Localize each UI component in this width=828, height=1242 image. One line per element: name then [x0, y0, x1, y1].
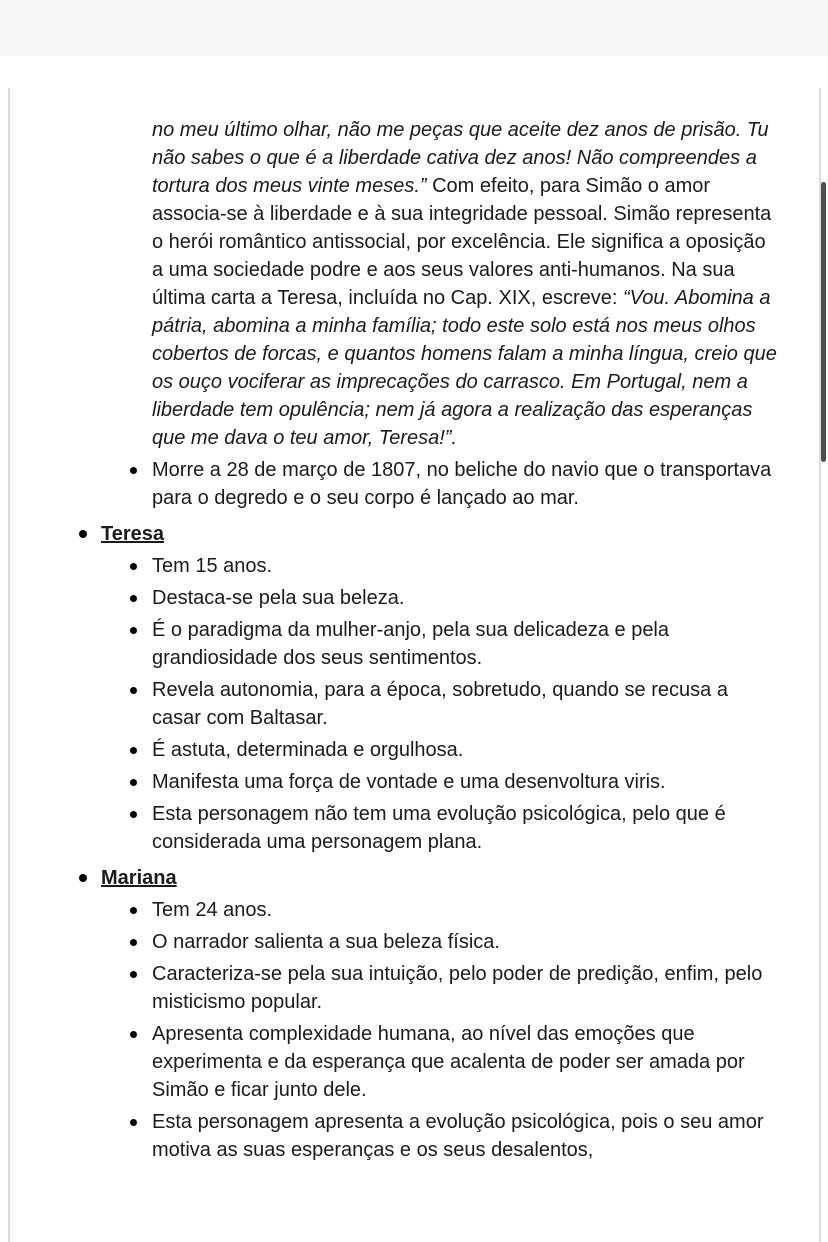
list-item [130, 584, 778, 612]
paragraph-simao [152, 116, 778, 452]
list-item-text: Esta personagem não tem uma evolução psicológica, pelo que é considerada uma personagem plana. [152, 803, 726, 853]
bullet-icon [130, 811, 137, 818]
bullet-icon [130, 1031, 137, 1038]
list-item [130, 896, 778, 924]
bullet-icon [130, 939, 137, 946]
list-item-text: Caracteriza-se pela sua intuição, pelo poder de predição, enfim, pelo misticismo popular. [152, 963, 763, 1013]
list-item-text: Morre a 28 de março de 1807, no beliche do navio que o transportava para o degredo e o seu corpo é lançado ao mar. [152, 459, 772, 509]
list-item-text: Esta personagem apresenta a evolução psicológica, pois o seu amor motiva as suas esperanças e os seus desalentos, [152, 1111, 764, 1161]
list-item-text: O narrador salienta a sua beleza física. [152, 931, 500, 953]
list-item [130, 1020, 778, 1104]
list-item [130, 768, 778, 796]
bullet-icon [130, 747, 137, 754]
list-item [130, 552, 778, 580]
bullet-icon [130, 971, 137, 978]
list-item-text: Tem 24 anos. [152, 899, 273, 921]
list-item [130, 1108, 778, 1164]
quote-text-second: “Vou. Abomina a pátria, abomina a minha família; todo este solo está nos meus olhos cobertos de forcas, e quantos homens falam a minha língua, creio que os ouço vociferar as imprecações do carrasco. Em Portugal, nem a liberdade tem opulência; nem já agora a realização das esperanças que me dava o teu amor, Teresa!”. [152, 287, 777, 449]
bullet-icon [79, 530, 87, 538]
section-heading-teresa [79, 520, 778, 548]
list-item-morre [130, 456, 778, 512]
list-item-text: Tem 15 anos. [152, 555, 273, 577]
bullet-icon [130, 595, 137, 602]
quote-text-first: no meu último olhar, não me peças que aceite dez anos de prisão. Tu não sabes o que é a liberdade cativa dez anos! Não compreendes a tortura dos meus vinte meses.” [152, 119, 769, 197]
narrative-text: Com efeito, para Simão o amor associa-se à liberdade e à sua integridade pessoal. Simão representa o herói romântico antissocial, por excelência. Ele significa a oposição a uma sociedade podre e aos seus valores anti-humanos. Na sua última carta a Teresa, incluída no Cap. XIX, escreve: [152, 175, 772, 309]
section-heading-text: Teresa [101, 523, 165, 545]
bullet-icon [130, 1119, 137, 1126]
section-heading-text: Mariana [101, 867, 177, 889]
list-item-text: Destaca-se pela sua beleza. [152, 587, 405, 609]
bullet-icon [130, 687, 137, 694]
list-item [130, 928, 778, 956]
top-bar [0, 0, 828, 56]
bullet-icon [130, 467, 137, 474]
list-item [130, 800, 778, 856]
bullet-icon [79, 874, 87, 882]
list-item [130, 676, 778, 732]
bullet-icon [130, 779, 137, 786]
list-item-text: É astuta, determinada e orgulhosa. [152, 739, 464, 761]
document-content [0, 116, 828, 1164]
bullet-icon [130, 907, 137, 914]
list-item [130, 616, 778, 672]
section-heading-mariana [79, 864, 778, 892]
list-item-text: É o paradigma da mulher-anjo, pela sua delicadeza e pela grandiosidade dos seus sentimentos. [152, 619, 670, 669]
list-item-text: Apresenta complexidade humana, ao nível das emoções que experimenta e da esperança que acalenta de poder ser amada por Simão e ficar junto dele. [152, 1023, 745, 1101]
list-item [130, 736, 778, 764]
bullet-icon [130, 627, 137, 634]
list-item-text: Manifesta uma força de vontade e uma desenvoltura viris. [152, 771, 666, 793]
list-item [130, 960, 778, 1016]
bullet-icon [130, 563, 137, 570]
list-item-text: Revela autonomia, para a época, sobretudo, quando se recusa a casar com Baltasar. [152, 679, 728, 729]
